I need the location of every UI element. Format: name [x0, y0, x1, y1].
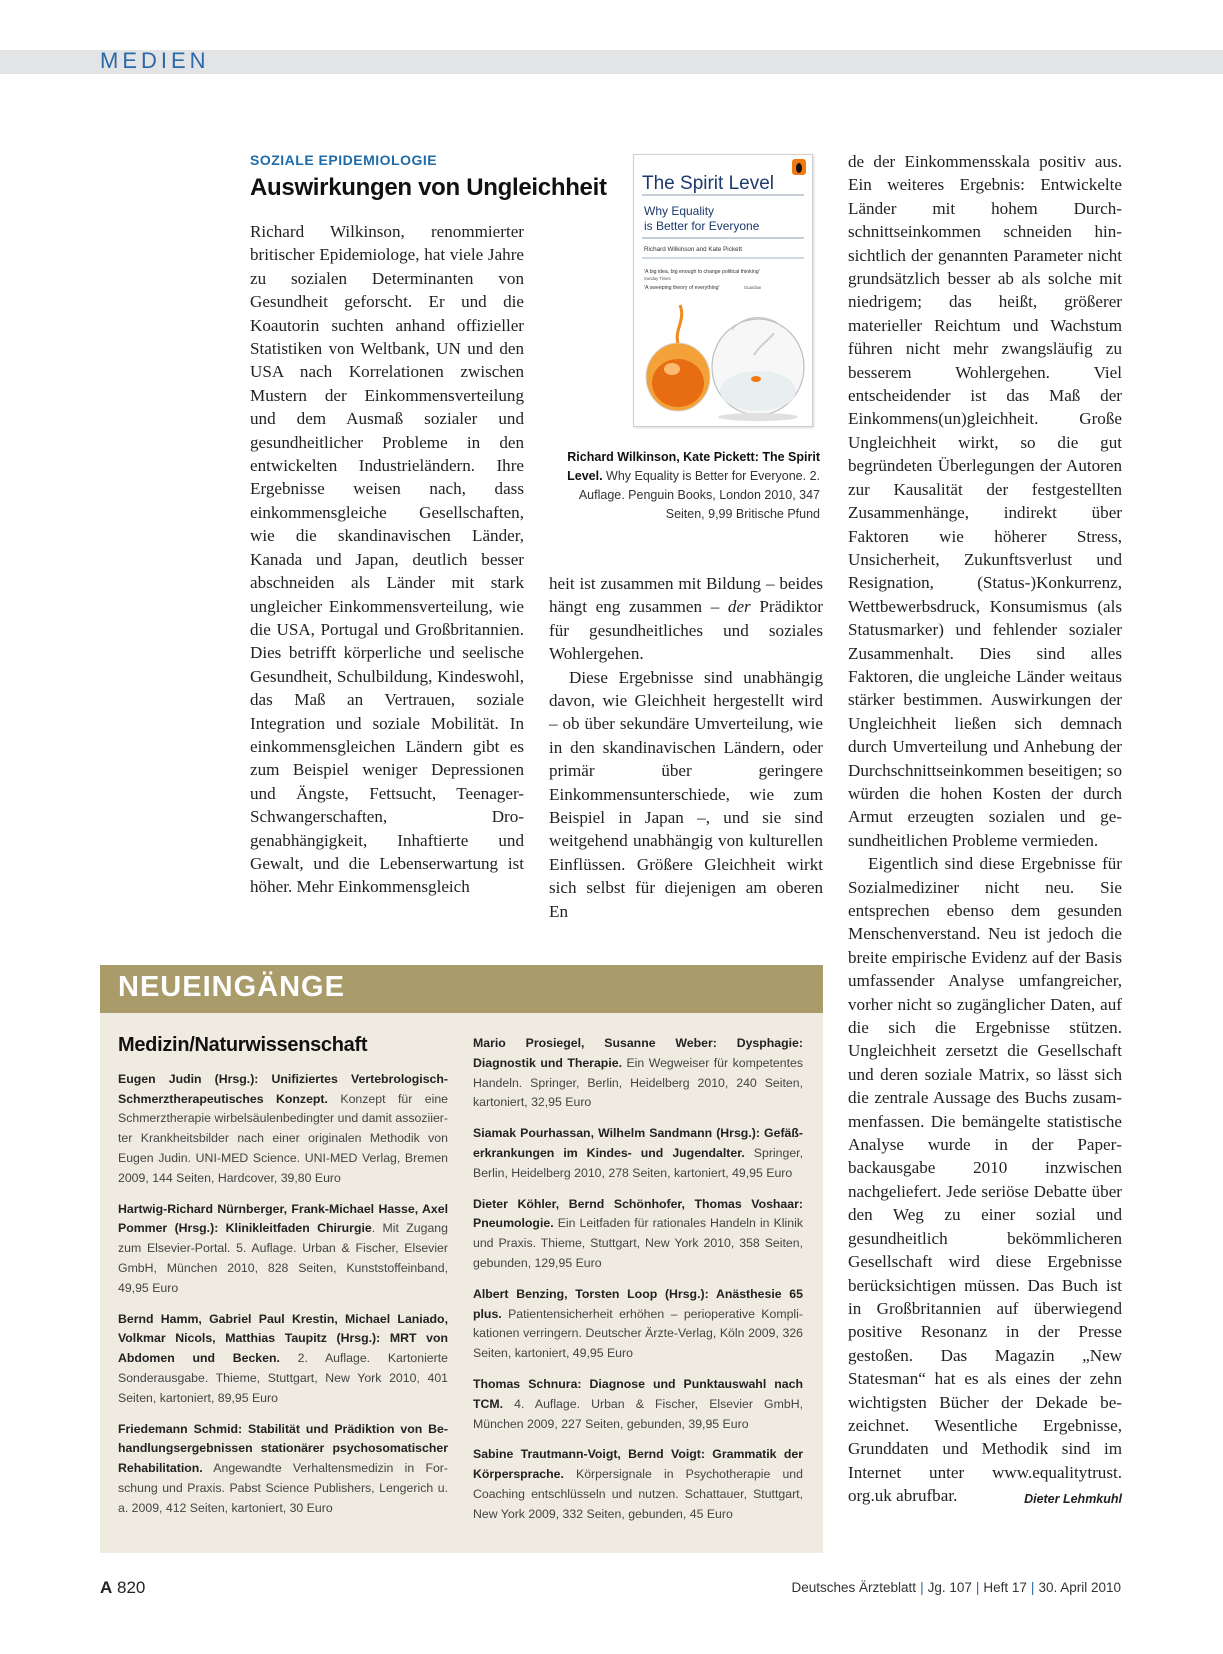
book-entry-details: Ein Leitfaden für rationales Handeln in Klinik und Praxis. Thieme, Stuttgart, New York 2010, 358 Seiten, gebunden, 129,95 Euro — [473, 1216, 803, 1270]
cover-title: The Spirit Level — [642, 173, 775, 194]
cover-authors: Richard Wilkinson and Kate Pickett — [644, 246, 742, 253]
book-entry-title: Mario Prosiegel, Susanne Weber: Dysphagie: Diagnostik und Therapie. — [473, 1036, 803, 1070]
article-paragraph: Diese Ergebnisse sind unabhängig davon, wie Gleichheit hergestellt wird – ob über sekundäre Umverteilung, wie in den skandinavischen Ländern, oder primär über geringere Einkommensunterschiede, wie zum Beispiel in Japan –, und sie sind weitgehend unabhängig von kulturellen Einflüssen. Größere Gleichheit wirkt sich selbst für diejenigen am oberen En — [549, 667, 823, 921]
new-arrivals-subheading: Medizin/Naturwissenschaft — [118, 1034, 368, 1056]
book-entry — [473, 1375, 803, 1434]
article-text: Prädiktor für gesundheitliches und soziales Wohlergehen. — [549, 597, 823, 664]
cover-subtitle-line-1: Why Equality — [644, 204, 715, 218]
book-entry-details: 4. Auflage. Urban & Fischer, Elsevier GmbH, München 2009, 227 Seiten, gebunden, 39,95 Euro — [473, 1396, 803, 1431]
book-entry-title: Eugen Judin (Hrsg.): Unifiziertes Vertebrologisch-Schmerztherapeutisches Konzept. — [118, 1071, 448, 1106]
new-arrivals-header: NEUEINGÄNGE — [100, 965, 823, 1013]
book-entry-details: . Mit Zugang zum Elsevier-Portal. 5. Auflage. Urban & Fischer, Elsevier GmbH, München 2010, 828 Seiten, Kunststoffeinband, 49,95 Euro — [118, 1221, 448, 1295]
book-entry-title: Dieter Köhler, Bernd Schönhofer, Thomas Voshaar: Pneumologie. — [473, 1196, 803, 1231]
book-entry-title: Bernd Hamm, Gabriel Paul Krestin, Michael Laniado, Volkmar Nicols, Matthias Taupitz (Hrsg.): MRT von Abdomen und Becken. — [118, 1311, 448, 1366]
book-entry-details: Springer, Berlin, Heidelberg 2010, 278 Seiten, kartoniert, 49,95 Euro — [473, 1145, 803, 1180]
article-emphasis: der — [727, 597, 751, 617]
book-entry-details: 2. Auflage. Kartonierte Sonderausgabe. Thieme, Stuttgart, New York 2010, 401 Seiten, kartoniert, 89,95 Euro — [118, 1351, 449, 1405]
article-paragraph — [848, 852, 1122, 1507]
book-entry — [473, 1034, 803, 1113]
journal-volume: Jg. 107 — [927, 1580, 972, 1595]
book-entry — [118, 1420, 448, 1519]
journal-issue: Heft 17 — [983, 1580, 1027, 1595]
book-entry-title: Hartwig-Richard Nürnberger, Frank-Michael Hasse, Axel Pommer (Hrsg.): Klinikleitfaden Chirurgie — [118, 1201, 448, 1236]
article-paragraph: Richard Wilkinson, renommierter britischer Epidemiologe, hat viele Jahre zu sozialen Determinanten von Gesundheit geforscht. Er und die Koautorin suchten anhand offizieller Statistiken von Weltbank, UN und den USA nach Korrelationen zwischen Mustern der Einkommensverteilung und dem Ausmaß sozialer und gesundheitlicher Probleme in den entwickelten Industrieländern. Ihre Ergebnisse weisen nach, dass einkommensgleiche Gesellschaften, wie die skandinavischen Länder, Kanada und Japan, deutlich besser abschneiden als Länder mit stark ungleicher Einkommensverteilung, wie die USA, Portugal und Großbritannien. Dies betrifft körperliche und seelische Gesundheit, Schulbildung, Kindeswohl, das Maß an Vertrauen, soziale Integration und soziale Mobilität. In einkommensgleichen Ländern gibt es zum Beispiel weniger Depressionen und Ängste, Fettsucht, Teenager-Schwangerschaften, Drogenabhängigkeit, Inhaftierte und Gewalt, und die Lebenserwartung ist höher. Mehr Einkommensgleich — [250, 222, 524, 897]
article-text: Eigentlich sind diese Ergebnisse für Sozialmediziner nicht neu. Sie entsprechen ebenso dem gesunden Menschenverstand. Neu ist jedoch die breite empirische Evidenz auf der Basis umfassender Analyse umfangreicher, vorher nicht so zugänglicher Daten, auf die sich die Ergebnisse stützen. Ungleichheit zersetzt die Gesellschaft und deren soziale Matrix, so lässt sich die zentrale Aussage des Buchs zusammenfassen. Die bemängelte statistische Analyse wurde in der Paperbackausgabe 2010 inzwischen nachgeliefert. Jede seriöse Debatte über den Weg zu einer sozial und gesundheitlich bekömmlicheren Gesellschaft wird diese Ergebnisse berücksichtigen müssen. Das Buch ist in Großbritannien auf überwiegend positive Resonanz in der Presse gestoßen. Das Magazin „New Statesman“ hat es als eines der zehn wichtigsten Bücher der Dekade bezeichnet. Wesentliche Ergebnisse, Grunddaten und Methodik sind im Internet unter www.equalitytrust. org.uk abrufbar. — [848, 854, 1122, 1506]
article-author: Dieter Lehmkuhl — [1024, 1492, 1122, 1507]
book-caption-details: Why Equality is Better for Everyone. 2. Auflage. Penguin Books, London 2010, 347 Seiten, 9,99 Britische Pfund — [578, 469, 820, 521]
section-label: MEDIEN — [100, 48, 210, 73]
book-entry — [473, 1285, 803, 1364]
book-entry-details: Angewandte Verhaltensmedizin in Forschung und Praxis. Pabst Science Publishers, Lengerich u. a. 2009, 412 Seiten, kartoniert, 30 Euro — [118, 1461, 448, 1515]
book-entry — [473, 1445, 803, 1524]
book-entry — [473, 1195, 803, 1274]
page-number-value: 820 — [117, 1578, 146, 1597]
journal-name: Deutsches Ärzteblatt — [791, 1580, 917, 1595]
book-entry — [118, 1200, 448, 1299]
book-entry — [118, 1310, 448, 1409]
book-entry — [118, 1070, 448, 1189]
journal-info: Deutsches Ärzteblatt | Jg. 107 | Heft 17 | 30. April 2010 — [791, 1580, 1121, 1595]
page-number — [100, 1578, 145, 1598]
article-paragraph: de der Einkommensskala positiv aus. Ein weiteres Ergebnis: Entwickelte Länder mit hohem Durchschnittseinkommen schneiden hinsichtlich der genannten Parameter nicht grundsätzlich besser ab als solche mit niedrigem; das heißt, größerer materieller Reichtum und Wachstum führen nicht mehr zwangsläufig zu besserem Wohlergehen. Viel entscheidender ist das Maß der Einkommens(un)gleichheit. Große Ungleichheit wirkt, so die gut begründeten Überlegungen der Autoren zur Kausalität der festgestellten Zusammenhänge, indirekt über Faktoren wie höherer Stress, Unsicherheit, Zukunftsverlust und Resignation, (Status-)Konkurrenz, Wettbewerbsdruck, Konsumismus (als Statusmarker) und fehlender sozialer Zusammenhalt. Dies sind alles Faktoren, die ungleiche Länder weitaus stärker bestimmen. Auswirkungen der Ungleichheit ließen sich demnach durch Umverteilung und Anhebung der Durchschnittseinkommen beseitigen; so würden die hohen Kosten der durch Armut erzeugten sozialen und gesundheitlichen Probleme vermieden. — [848, 152, 1122, 850]
article-paragraph — [549, 572, 823, 666]
book-entry-details: Konzept für eine Schmerztherapie wirbelsäulenbedingter und damit assoziierter Krankheitsbilder nach einer originalen Methodik von Eugen Judin. UNI-MED Science. UNI-MED Verlag, Bremen 2009, 144 Seiten, Hardcover, 39,80 Euro — [118, 1091, 448, 1185]
article-column-2 — [549, 572, 823, 923]
book-entry-title: Thomas Schnura: Diagnose und Punktauswahl nach TCM. — [473, 1376, 803, 1411]
cover-quote-1: 'A big idea, big enough to change political thinking' — [644, 269, 760, 275]
book-entry-title: Friedemann Schmid: Stabilität und Prädiktion von Behandlungsergebnissen stationärer psychosomatischer Rehabilitation. — [118, 1421, 448, 1476]
article-text: heit ist zusammen mit Bildung – beides hängt eng zusammen – — [549, 574, 823, 617]
cover-quote-2: 'A sweeping theory of everything' — [644, 285, 720, 291]
cover-quote-2-source: Guardian — [744, 285, 762, 290]
article-headline: Auswirkungen von Ungleichheit — [250, 174, 607, 201]
book-caption-title: Richard Wilkinson, Kate Pickett: The Spirit Level. — [567, 450, 820, 483]
book-entry-title: Sabine Trautmann-Voigt, Bernd Voigt: Grammatik der Körpersprache. — [473, 1447, 803, 1482]
book-entry-details: Ein Wegweiser für kompetentes Handeln. Springer, Berlin, Heidelberg 2010, 240 Seiten, kartoniert, 32,95 Euro — [473, 1055, 803, 1110]
article-kicker: SOZIALE EPIDEMIOLOGIE — [250, 152, 438, 168]
book-cover — [633, 154, 813, 427]
book-entry-title: Siamak Pourhassan, Wilhelm Sandmann (Hrsg.): Gefäßerkrankungen im Kindes- und Jugendalter. — [473, 1126, 803, 1160]
page-letter: A — [100, 1578, 113, 1597]
book-entry-details: Körpersignale in Psychotherapie und Coaching entschlüsseln und nutzen. Schattauer, Stuttgart, New York 2009, 332 Seiten, gebunden, 45 Euro — [473, 1467, 803, 1521]
new-arrivals-right-column — [473, 1034, 803, 1536]
book-entry-details: Patientensicherheit erhöhen – perioperative Komplikationen verringern. Deutscher Ärzte-Verlag, Köln 2009, 326 Seiten, kartoniert, 49,95 Euro — [473, 1306, 803, 1361]
book-entry — [473, 1124, 803, 1183]
journal-date: 30. April 2010 — [1038, 1580, 1121, 1595]
book-cover-illustration — [634, 155, 812, 426]
book-entry-title: Albert Benzing, Torsten Loop (Hrsg.): Anästhesie 65 plus. — [473, 1286, 803, 1321]
cover-quote-1-source: Sunday Times — [644, 276, 671, 281]
cover-subtitle-line-2: is Better for Everyone — [644, 219, 760, 233]
book-caption — [560, 448, 820, 524]
article-column-3 — [848, 150, 1122, 1512]
goldfish-icon — [751, 376, 761, 382]
article-column-1 — [250, 220, 524, 899]
new-arrivals-left-column — [118, 1036, 448, 1530]
